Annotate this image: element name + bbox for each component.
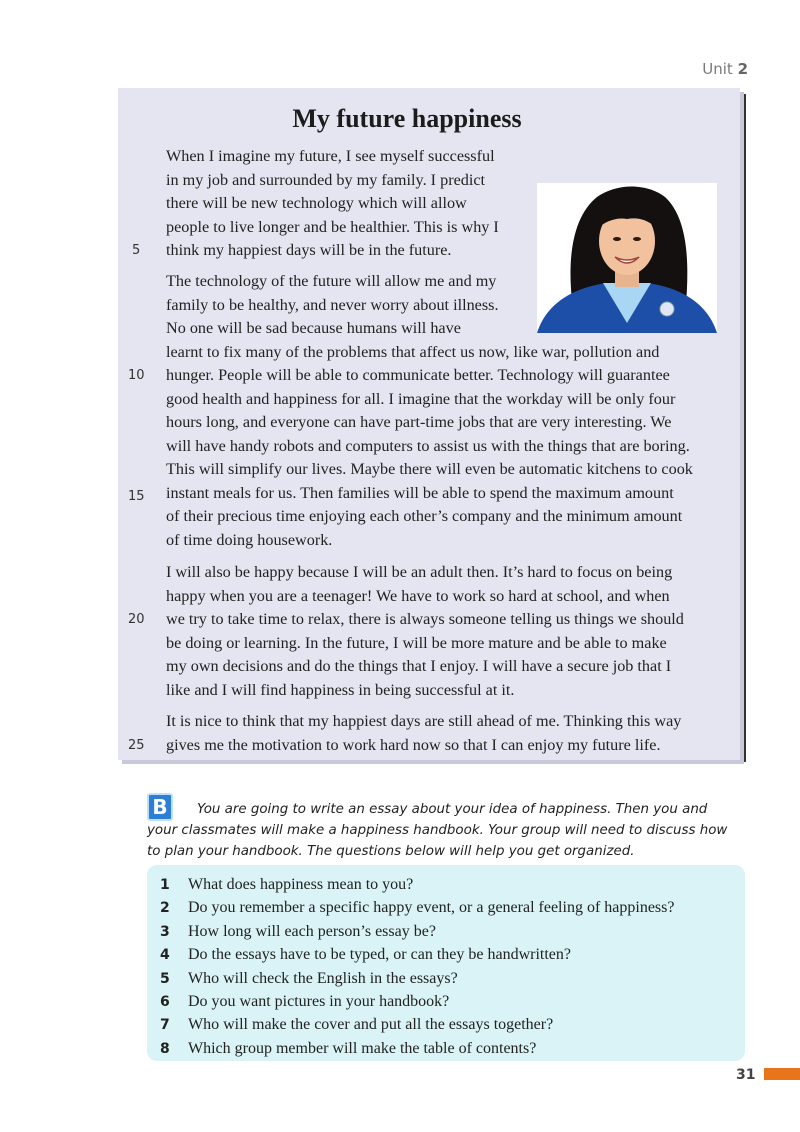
line-number: 25 bbox=[128, 738, 145, 753]
essay-line: good health and happiness for all. I imagine that the workday will be only four bbox=[166, 389, 676, 408]
essay-paragraph-2 bbox=[166, 270, 736, 552]
question-number: 5 bbox=[160, 970, 170, 987]
question-item bbox=[160, 946, 740, 969]
question-text: Who will check the English in the essays? bbox=[188, 969, 458, 987]
question-item bbox=[160, 993, 740, 1016]
essay-paragraph-1 bbox=[166, 145, 526, 263]
essay-line: my own decisions and do the things that I enjoy. I will have a secure job that I bbox=[166, 657, 672, 675]
page-number: 31 bbox=[736, 1067, 756, 1083]
question-text: Do you want pictures in your handbook? bbox=[188, 992, 450, 1010]
question-text: Who will make the cover and put all the essays together? bbox=[188, 1016, 554, 1034]
essay-line: be doing or learning. In the future, I will be more mature and be able to make bbox=[166, 633, 667, 652]
questions-list bbox=[160, 876, 740, 1063]
question-number: 6 bbox=[160, 993, 170, 1010]
panel-edge bbox=[744, 94, 746, 762]
essay-line: people to live longer and be healthier. This is why I bbox=[166, 217, 499, 236]
question-number: 4 bbox=[160, 947, 170, 964]
unit-label bbox=[702, 60, 748, 78]
essay-title: My future happiness bbox=[292, 104, 522, 133]
question-number: 2 bbox=[160, 900, 170, 917]
essay-line: I will also be happy because I will be an adult then. It’s hard to focus on being bbox=[166, 563, 673, 581]
question-item bbox=[160, 970, 740, 993]
essay-line: This will simplify our lives. Maybe there will even be automatic kitchens to cook bbox=[166, 460, 693, 478]
question-text: Do the essays have to be typed, or can they be handwritten? bbox=[188, 946, 571, 964]
page-accent-bar bbox=[764, 1068, 800, 1080]
essay-line: instant meals for us. Then families will be able to spend the maximum amount bbox=[166, 483, 674, 502]
line-number: 5 bbox=[132, 243, 141, 258]
line-number: 20 bbox=[128, 612, 145, 627]
essay-line: of their precious time enjoying each other’s company and the minimum amount bbox=[166, 507, 683, 525]
essay-line: The technology of the future will allow me and my bbox=[166, 272, 497, 290]
section-instructions: You are going to write an essay about your idea of happiness. Then you and your classmates will make a happiness handbook. Your group will need to discuss how to plan your handbook. The questions below will help you get organized. bbox=[147, 802, 728, 859]
question-number: 1 bbox=[160, 877, 170, 893]
question-number: 8 bbox=[160, 1040, 170, 1057]
essay-line: think my happiest days will be in the future. bbox=[166, 241, 452, 259]
essay-line: When I imagine my future, I see myself successful bbox=[166, 147, 495, 165]
essay-line: learnt to fix many of the problems that affect us now, like war, pollution and bbox=[166, 342, 660, 361]
essay-paragraph-3 bbox=[166, 561, 736, 702]
essay-line: gives me the motivation to work hard now so that I can enjoy my future life. bbox=[166, 735, 661, 754]
essay-line: in my job and surrounded by my family. I predict bbox=[166, 170, 486, 189]
question-text: Which group member will make the table of contents? bbox=[188, 1039, 537, 1057]
essay-line: we try to take time to relax, there is always someone telling us things we should bbox=[166, 610, 684, 628]
question-item bbox=[160, 876, 740, 899]
question-text: What does happiness mean to you? bbox=[188, 876, 414, 893]
question-text: How long will each person’s essay be? bbox=[188, 922, 436, 940]
essay-line: It is nice to think that my happiest days are still ahead of me. Thinking this way bbox=[166, 712, 682, 730]
question-item bbox=[160, 1016, 740, 1039]
section-letter-badge: B bbox=[147, 793, 173, 821]
line-number: 15 bbox=[128, 489, 145, 504]
unit-number: 2 bbox=[737, 60, 748, 78]
question-text: Do you remember a specific happy event, or a general feeling of happiness? bbox=[188, 899, 675, 917]
unit-prefix: Unit bbox=[702, 60, 733, 78]
question-item bbox=[160, 899, 740, 922]
line-number: 10 bbox=[128, 368, 145, 383]
essay-line: of time doing housework. bbox=[166, 530, 333, 549]
essay-line: hunger. People will be able to communicate better. Technology will guarantee bbox=[166, 366, 670, 384]
essay-line: like and I will find happiness in being successful at it. bbox=[166, 680, 515, 699]
essay-line: hours long, and everyone can have part-time jobs that are very interesting. We bbox=[166, 413, 672, 431]
essay-paragraph-4 bbox=[166, 710, 736, 757]
question-item bbox=[160, 1040, 740, 1063]
question-number: 7 bbox=[160, 1017, 170, 1034]
essay-line: happy when you are a teenager! We have to work so hard at school, and when bbox=[166, 586, 670, 605]
essay-line: No one will be sad because humans will have bbox=[166, 319, 461, 337]
essay-line: there will be new technology which will allow bbox=[166, 194, 467, 212]
question-number: 3 bbox=[160, 923, 170, 940]
question-item bbox=[160, 923, 740, 946]
essay-line: family to be healthy, and never worry about illness. bbox=[166, 295, 499, 314]
essay-line: will have handy robots and computers to assist us with the things that are boring. bbox=[166, 436, 690, 455]
